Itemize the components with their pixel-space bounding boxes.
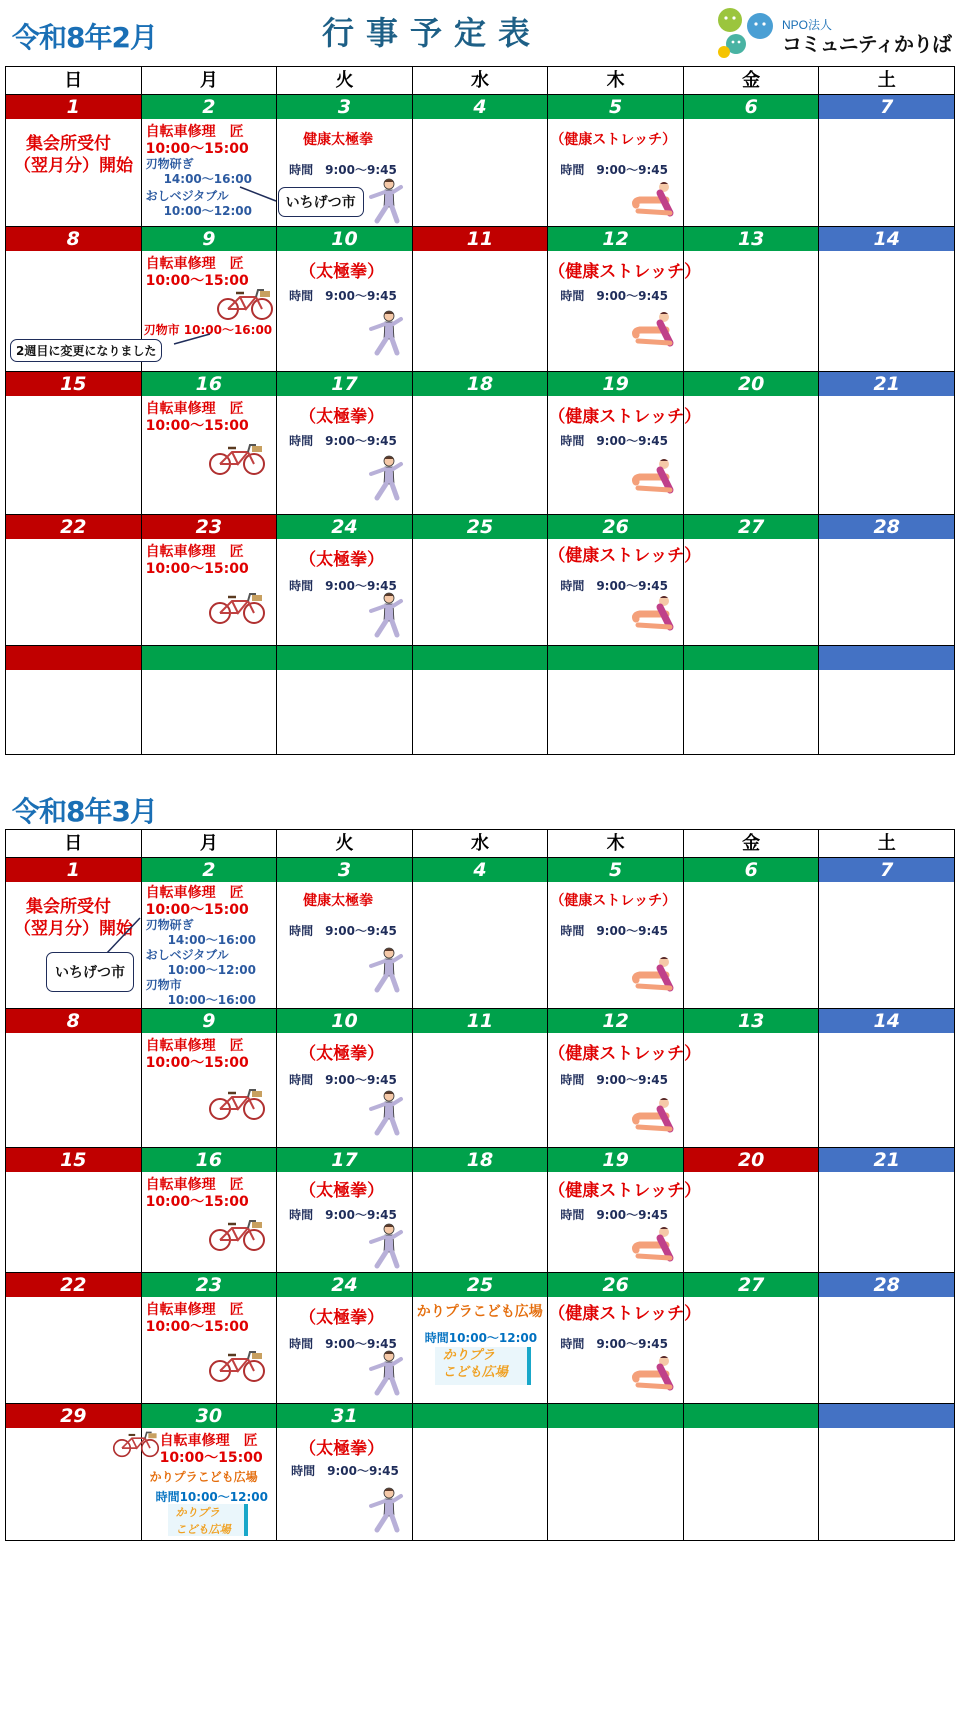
bicycle-icon (112, 1430, 160, 1456)
taichi-event: （太極拳） (299, 1308, 385, 1328)
weekday-sun: 日 (6, 830, 142, 857)
bike-repair-time: 10:00～15:00 (145, 1319, 249, 1335)
taichi-person-icon (367, 177, 403, 223)
day-cell (6, 396, 142, 514)
day-cell (548, 1033, 702, 1147)
bike-repair-event: 自転車修理 匠 (145, 885, 244, 901)
schedule-change-callout: 2週目に変更になりました (10, 339, 162, 362)
weekday-tue: 火 (277, 830, 413, 857)
weekday-thu: 木 (548, 830, 684, 857)
bicycle-icon (208, 591, 266, 625)
day-cell (277, 1172, 413, 1272)
day-number: 10 (277, 227, 413, 251)
calendar-week (6, 1273, 954, 1404)
day-cell (142, 670, 278, 754)
day-number (413, 1404, 549, 1428)
day-cell (413, 882, 549, 1008)
bike-repair-time: 10:00～15:00 (145, 561, 249, 577)
day-number-row (6, 1148, 954, 1172)
ichigetsu-callout: いちげつ市 (278, 187, 364, 217)
stretch-event: （健康ストレッチ） (548, 407, 702, 427)
kids-logo-line: かりプラ (442, 1348, 495, 1363)
ichigetsu-callout: いちげつ市 (46, 952, 134, 992)
day-number: 28 (819, 515, 954, 539)
day-number-row (6, 1273, 954, 1297)
day-number: 28 (819, 1273, 954, 1297)
knife-sharpen-time: 14:00～16:00 (167, 933, 256, 947)
logo-dots-icon (714, 4, 780, 62)
day-cell (548, 1172, 702, 1272)
day-cell (142, 396, 278, 514)
day-number (142, 646, 278, 670)
day-cell (548, 119, 684, 226)
day-number: 1 (6, 858, 142, 882)
day-number: 15 (6, 372, 142, 396)
day-number (684, 646, 820, 670)
day-cell (819, 396, 954, 514)
day-cell (6, 251, 157, 371)
taichi-time: 時間 9:00～9:45 (289, 434, 397, 448)
weekday-thu: 木 (548, 67, 684, 94)
day-number: 4 (413, 858, 549, 882)
page-title: 行事予定表 (322, 14, 543, 52)
day-number: 12 (548, 227, 684, 251)
day-number: 19 (548, 372, 684, 396)
day-cell (413, 396, 549, 514)
day-cell (6, 119, 142, 226)
day-number: 10 (277, 1009, 413, 1033)
weekday-sun: 日 (6, 67, 142, 94)
knife-sharpen-event: 刃物研ぎ (145, 157, 194, 171)
day-cell (548, 396, 702, 514)
calendar-week (6, 858, 954, 1009)
day-number: 20 (684, 372, 820, 396)
calendar-week (6, 1009, 954, 1148)
day-number: 25 (413, 1273, 549, 1297)
kids-plaza-time: 時間10:00～12:00 (155, 1490, 268, 1504)
day-cell (142, 1428, 278, 1540)
kids-logo-line: こども広場 (442, 1365, 508, 1380)
day-number: 27 (684, 515, 820, 539)
day-cell (684, 1297, 820, 1403)
bike-repair-event: 自転車修理 匠 (145, 401, 244, 417)
day-number (548, 1404, 684, 1428)
day-cell (548, 251, 702, 371)
kids-plaza-logo (168, 1504, 248, 1536)
knife-sharpen-event: 刃物研ぎ (145, 918, 194, 932)
day-number: 13 (684, 227, 820, 251)
knife-market-time: 10:00～16:00 (167, 993, 256, 1007)
day-number (413, 646, 549, 670)
day-number: 12 (548, 1009, 684, 1033)
day-number-row (6, 858, 954, 882)
day-number (6, 646, 142, 670)
day-cell (277, 251, 413, 371)
day-number: 7 (819, 858, 954, 882)
weekday-fri: 金 (684, 830, 820, 857)
taichi-time: 時間 9:00～9:45 (289, 1073, 397, 1087)
stretch-time: 時間 9:00～9:45 (560, 289, 669, 303)
day-cell (6, 539, 142, 645)
weekday-wed: 水 (413, 830, 549, 857)
month-title-mar: 令和8年3月 (12, 795, 157, 828)
day-number-row (6, 227, 954, 251)
taichi-event: （太極拳） (299, 1439, 385, 1459)
stretch-person-icon (630, 311, 674, 349)
bike-repair-time: 10:00～15:00 (145, 141, 249, 157)
stretch-time: 時間 9:00～9:45 (560, 1208, 669, 1222)
taichi-person-icon (367, 309, 403, 355)
weekday-header (6, 67, 954, 95)
veg-time: 10:00～12:00 (167, 963, 256, 977)
day-cell (277, 396, 413, 514)
bicycle-icon (208, 1218, 266, 1252)
day-number: 2 (142, 95, 278, 119)
day-cell (413, 251, 549, 371)
day-number: 9 (142, 1009, 278, 1033)
stretch-time: 時間 9:00～9:45 (560, 1073, 669, 1087)
stretch-person-icon (630, 458, 674, 496)
bike-repair-event: 自転車修理 匠 (145, 1177, 244, 1193)
day-cell (277, 1428, 413, 1540)
day-number: 22 (6, 1273, 142, 1297)
day-number: 23 (142, 515, 278, 539)
day-cell (413, 1172, 549, 1272)
calendar-week (6, 1404, 954, 1540)
day-number: 22 (6, 515, 142, 539)
day-cell (548, 1428, 684, 1540)
calendar-mar (5, 829, 955, 1541)
taichi-time: 時間 9:00～9:45 (289, 579, 397, 593)
day-cell (6, 1428, 142, 1540)
day-number-row (6, 515, 954, 539)
day-number: 1 (6, 95, 142, 119)
day-number: 2 (142, 858, 278, 882)
taichi-time: 時間 9:00～9:45 (289, 924, 397, 938)
day-number: 15 (6, 1148, 142, 1172)
knife-market-event: 刃物市 (145, 978, 182, 992)
taichi-person-icon (367, 1486, 403, 1532)
taichi-event: （太極拳） (299, 262, 385, 282)
reception-start-label: （翌月分）開始 (14, 919, 133, 939)
stretch-time: 時間 9:00～9:45 (560, 434, 669, 448)
day-number (684, 1404, 820, 1428)
taichi-event: （太極拳） (299, 1044, 385, 1064)
day-cell (684, 539, 820, 645)
day-cell (548, 882, 684, 1008)
taichi-person-icon (367, 591, 403, 637)
stretch-event: （健康ストレッチ） (548, 1181, 702, 1201)
day-number: 3 (277, 95, 413, 119)
bike-repair-event: 自転車修理 匠 (145, 1302, 244, 1318)
day-cell (277, 882, 413, 1008)
day-cell (819, 1428, 954, 1540)
calendar-week (6, 372, 954, 515)
bicycle-icon (208, 1349, 266, 1383)
bicycle-icon (216, 287, 274, 321)
day-number: 26 (548, 515, 684, 539)
day-number: 31 (277, 1404, 413, 1428)
stretch-person-icon (630, 595, 674, 633)
day-cell (548, 670, 684, 754)
day-cell (142, 1172, 278, 1272)
day-number: 14 (819, 227, 954, 251)
day-cell (413, 1297, 549, 1403)
day-number: 17 (277, 1148, 413, 1172)
taichi-person-icon (367, 946, 403, 992)
stretch-event: （健康ストレッチ） (548, 1304, 702, 1324)
day-number: 25 (413, 515, 549, 539)
bike-repair-time: 10:00～15:00 (145, 418, 249, 434)
day-number: 19 (548, 1148, 684, 1172)
day-cell (684, 1172, 820, 1272)
day-number: 8 (6, 1009, 142, 1033)
day-number: 21 (819, 1148, 954, 1172)
day-number: 7 (819, 95, 954, 119)
day-cell (413, 1033, 549, 1147)
bike-repair-event: 自転車修理 匠 (145, 124, 244, 140)
day-cell (684, 1033, 820, 1147)
day-cell (277, 670, 413, 754)
stretch-person-icon (630, 181, 674, 219)
day-cell (6, 1033, 142, 1147)
reception-start-label: 集会所受付 (26, 134, 111, 154)
day-cell (142, 882, 278, 1008)
day-number: 23 (142, 1273, 278, 1297)
day-cell (6, 1297, 142, 1403)
taichi-time: 時間 9:00～9:45 (289, 289, 397, 303)
day-cell (413, 119, 549, 226)
bike-repair-event: 自転車修理 匠 (159, 1433, 258, 1449)
taichi-event: 健康太極拳 (303, 893, 374, 909)
knife-market-event: 刃物市 10:00～16:00 (143, 323, 273, 337)
bike-repair-time: 10:00～15:00 (145, 273, 249, 289)
taichi-time: 時間 9:00～9:45 (289, 1337, 397, 1351)
day-number: 14 (819, 1009, 954, 1033)
day-cell (142, 1033, 278, 1147)
day-cell (684, 882, 820, 1008)
bike-repair-time: 10:00～15:00 (145, 902, 249, 918)
stretch-time: 時間 9:00～9:45 (560, 579, 669, 593)
bike-repair-time: 10:00～15:00 (159, 1450, 263, 1466)
stretch-event: （健康ストレッチ） (550, 893, 677, 909)
day-cell (819, 1033, 954, 1147)
calendar-feb (5, 66, 955, 755)
day-number: 21 (819, 372, 954, 396)
stretch-event: （健康ストレッチ） (548, 1044, 702, 1064)
day-number: 6 (684, 95, 820, 119)
day-number: 18 (413, 372, 549, 396)
bicycle-icon (208, 1087, 266, 1121)
calendar-week (6, 515, 954, 646)
bike-repair-event: 自転車修理 匠 (145, 256, 244, 272)
day-cell (277, 539, 413, 645)
day-number: 20 (684, 1148, 820, 1172)
calendar-week (6, 227, 954, 372)
stretch-person-icon (630, 1097, 674, 1135)
veg-event: おしベジタブル (145, 948, 229, 962)
taichi-person-icon (367, 1349, 403, 1395)
day-cell (684, 670, 820, 754)
day-number: 16 (142, 372, 278, 396)
stretch-person-icon (630, 1355, 674, 1393)
day-number: 8 (6, 227, 142, 251)
day-number: 11 (413, 1009, 549, 1033)
day-cell (142, 539, 278, 645)
bike-repair-event: 自転車修理 匠 (145, 1038, 244, 1054)
day-number-row (6, 372, 954, 396)
day-cell (819, 670, 954, 754)
kids-plaza-logo (435, 1347, 531, 1385)
day-number: 27 (684, 1273, 820, 1297)
taichi-time: 時間 9:00～9:45 (289, 1208, 397, 1222)
veg-time: 10:00～12:00 (163, 204, 252, 218)
taichi-event: （太極拳） (299, 550, 385, 570)
day-number: 26 (548, 1273, 684, 1297)
day-cell (548, 1297, 702, 1403)
stretch-time: 時間 9:00～9:45 (560, 163, 669, 177)
weekday-fri: 金 (684, 67, 820, 94)
day-number: 16 (142, 1148, 278, 1172)
taichi-person-icon (367, 1222, 403, 1268)
day-number: 5 (548, 95, 684, 119)
logo-org-name: コミュニティかりば (782, 32, 951, 56)
stretch-time: 時間 9:00～9:45 (560, 924, 669, 938)
day-number (277, 646, 413, 670)
day-cell (6, 882, 142, 1008)
day-cell (819, 539, 954, 645)
weekday-header (6, 830, 954, 858)
day-cell (684, 396, 820, 514)
weekday-mon: 月 (142, 830, 278, 857)
month-title-feb: 令和8年2月 (12, 21, 157, 54)
day-number: 13 (684, 1009, 820, 1033)
bike-repair-time: 10:00～15:00 (145, 1055, 249, 1071)
day-number: 3 (277, 858, 413, 882)
day-cell (6, 1172, 142, 1272)
knife-sharpen-time: 14:00～16:00 (163, 172, 252, 186)
kids-plaza-event: かりプラこども広場 (416, 1304, 543, 1320)
day-cell (142, 1297, 278, 1403)
taichi-person-icon (367, 454, 403, 500)
day-cell (548, 539, 702, 645)
day-cell (819, 251, 954, 371)
logo-npo-label: NPO法人 (782, 18, 833, 32)
day-cell (277, 1297, 413, 1403)
day-number-row (6, 646, 954, 670)
day-number: 18 (413, 1148, 549, 1172)
day-number: 11 (413, 227, 549, 251)
day-number: 24 (277, 1273, 413, 1297)
day-number: 29 (6, 1404, 142, 1428)
kids-logo-line: かりプラ (175, 1506, 220, 1519)
day-number-row (6, 1404, 954, 1428)
taichi-event: （太極拳） (299, 407, 385, 427)
kids-plaza-event: かりプラこども広場 (149, 1470, 258, 1484)
weekday-sat: 土 (877, 70, 896, 91)
day-number (819, 1404, 954, 1428)
calendar-week (6, 1148, 954, 1273)
day-number-row (6, 95, 954, 119)
day-cell (413, 1428, 549, 1540)
weekday-sat: 土 (877, 833, 896, 854)
day-cell (684, 251, 820, 371)
weekday-tue: 火 (277, 67, 413, 94)
day-number (819, 646, 954, 670)
taichi-time: 時間 9:00～9:45 (289, 163, 397, 177)
kids-plaza-time: 時間10:00～12:00 (424, 1331, 538, 1345)
day-number (548, 646, 684, 670)
kids-logo-line: こども広場 (175, 1523, 231, 1536)
bike-repair-time: 10:00～15:00 (145, 1194, 249, 1210)
taichi-person-icon (367, 1089, 403, 1135)
day-number: 17 (277, 372, 413, 396)
stretch-event: （健康ストレッチ） (550, 132, 677, 148)
taichi-time: 時間 9:00～9:45 (291, 1464, 399, 1478)
day-cell (413, 539, 549, 645)
day-cell (413, 670, 549, 754)
day-cell (684, 119, 820, 226)
stretch-person-icon (630, 956, 674, 994)
day-cell (819, 1172, 954, 1272)
calendar-week (6, 646, 954, 754)
day-cell (277, 1033, 413, 1147)
reception-start-label: （翌月分）開始 (14, 156, 133, 176)
taichi-event: （太極拳） (299, 1181, 385, 1201)
bicycle-icon (208, 442, 266, 476)
day-cell (684, 1428, 820, 1540)
weekday-wed: 水 (413, 67, 549, 94)
day-cell (819, 119, 954, 226)
weekday-mon: 月 (142, 67, 278, 94)
bike-repair-event: 自転車修理 匠 (145, 544, 244, 560)
stretch-event: （健康ストレッチ） (548, 546, 702, 566)
day-number: 5 (548, 858, 684, 882)
veg-event: おしベジタブル (145, 189, 229, 203)
stretch-person-icon (630, 1226, 674, 1264)
reception-start-label: 集会所受付 (26, 897, 111, 917)
day-number: 6 (684, 858, 820, 882)
taichi-event: 健康太極拳 (303, 132, 374, 148)
day-number: 30 (142, 1404, 278, 1428)
day-cell (819, 882, 954, 1008)
organization-logo (714, 4, 960, 62)
stretch-event: （健康ストレッチ） (548, 262, 702, 282)
stretch-time: 時間 9:00～9:45 (560, 1337, 669, 1351)
day-number: 24 (277, 515, 413, 539)
day-cell (819, 1297, 954, 1403)
day-number: 9 (142, 227, 278, 251)
day-number-row (6, 1009, 954, 1033)
day-cell (6, 670, 142, 754)
calendar-week (6, 95, 954, 227)
day-number: 4 (413, 95, 549, 119)
